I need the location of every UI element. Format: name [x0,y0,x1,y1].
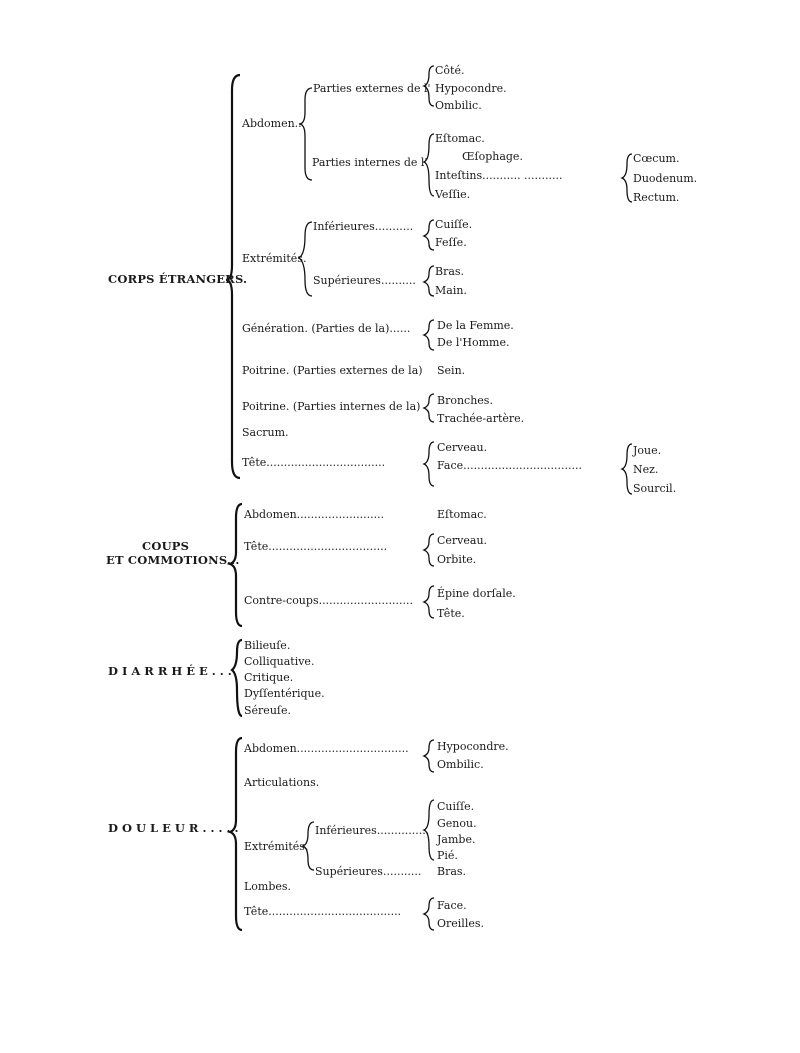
item-cote: Côté. [435,64,465,77]
item-ombilic-douleur: Ombilic. [437,758,484,771]
item-face: Face.................................. [437,459,582,472]
item-coecum: Cœcum. [633,152,680,165]
item-pie: Pié. [437,849,458,862]
item-oreilles: Oreilles. [437,917,484,930]
item-rectum: Rectum. [633,191,680,204]
category-coups: COUPS [142,539,190,553]
item-bilieuse: Bilieuſe. [244,639,291,652]
item-sereuse: Séreuſe. [244,704,291,717]
label-tete-coups: Tête.................................. [244,540,388,553]
label-generation: Génération. (Parties de la)...... [242,322,411,335]
item-colliquative: Colliquative. [244,655,315,668]
label-articulations: Articulations. [244,776,320,789]
label-tete-douleur: Tête...................................... [244,905,402,918]
item-orbite: Orbite. [437,553,477,566]
item-cerveau-coups: Cerveau. [437,534,488,547]
item-bras: Bras. [435,265,465,278]
item-sein: Sein. [437,364,466,377]
label-lombes: Lombes. [244,880,292,893]
item-ombilic: Ombilic. [435,99,482,112]
item-tete-coups: Tête. [437,607,465,620]
label-parties-externes: Parties externes de l' [313,82,431,95]
item-fesse: Feſſe. [435,236,467,249]
item-bras-douleur: Bras. [437,865,467,878]
item-vessie: Veſſie. [435,188,471,201]
item-genou: Genou. [437,817,477,830]
item-de-l-homme: De l'Homme. [437,336,510,349]
item-cuisse-douleur: Cuiſſe. [437,800,475,813]
item-main: Main. [435,284,467,297]
item-de-la-femme: De la Femme. [437,319,514,332]
item-trachee: Trachée-artère. [437,412,525,425]
item-hypocondre-douleur: Hypocondre. [437,740,509,753]
label-poitrine-internes: Poitrine. (Parties internes de la) [242,400,421,413]
label-inferieures-douleur: Inférieures............... [315,824,430,837]
item-dyssenterique: Dyſſentérique. [244,687,325,700]
item-cerveau: Cerveau. [437,441,488,454]
item-epine-dorsale: Épine dorſale. [437,587,516,600]
item-joue: Joue. [633,444,662,457]
item-intestins: Inteſtins........... ........... [435,169,563,182]
item-critique: Critique. [244,671,294,684]
category-commotions: ET COMMOTIONS... [106,553,240,567]
label-tete: Tête.................................. [242,456,386,469]
label-abdomen-coups: Abdomen......................... [244,508,385,521]
item-face-douleur: Face. [437,899,467,912]
label-contre-coups: Contre-coups........................... [244,594,413,607]
category-corps-etrangers: CORPS ÉTRANGERS. [108,272,248,286]
label-parties-internes: Parties internes de l' [312,156,428,169]
item-estomac-coups: Eſtomac. [437,508,487,521]
category-douleur: DOULEUR..... [108,821,243,835]
item-sourcil: Sourcil. [633,482,677,495]
label-extremites: Extrémités. [242,252,307,265]
label-superieures: Supérieures.......... [313,274,416,287]
item-bronches: Bronches. [437,394,493,407]
category-diarrhee: DIARRHÉE... [108,664,236,678]
item-hypocondre: Hypocondre. [435,82,507,95]
item-cuisse: Cuiſſe. [435,218,473,231]
item-duodenum: Duodenum. [633,172,698,185]
label-abdomen: Abdomen.. [242,117,302,130]
item-nez: Nez. [633,463,659,476]
item-jambe: Jambe. [437,833,476,846]
item-oesophage: Œſophage. [462,150,523,163]
item-estomac: Eſtomac. [435,132,485,145]
label-inferieures: Inférieures........... [313,220,414,233]
label-poitrine-externes: Poitrine. (Parties externes de la) [242,364,423,377]
label-sacrum: Sacrum. [242,426,289,439]
label-abdomen-douleur: Abdomen................................ [244,742,409,755]
label-superieures-douleur: Supérieures........... [315,865,422,878]
label-extremites-douleur: Extrémités. [244,840,309,853]
